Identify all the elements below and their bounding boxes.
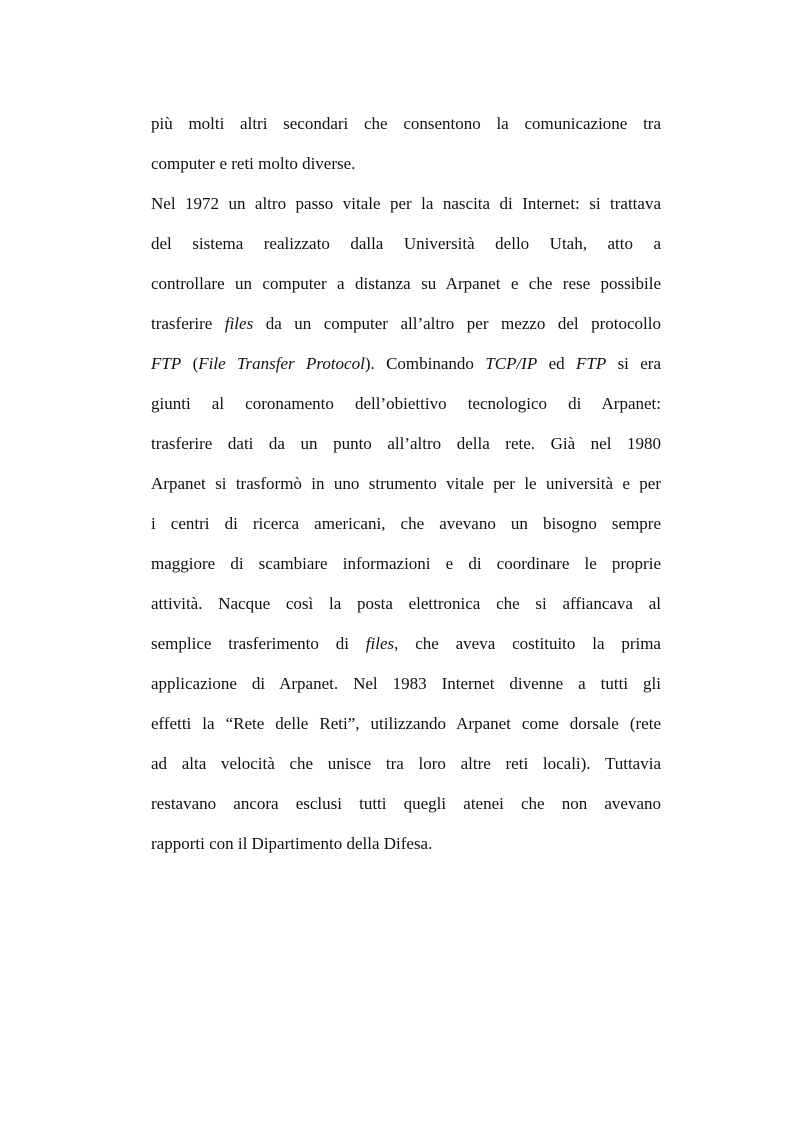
italic-term-file-transfer-protocol: File Transfer Protocol xyxy=(198,354,365,373)
text-run: ( xyxy=(181,354,199,373)
paragraph-2-line-3: controllare un computer a distanza su Arpanet e che rese possibile xyxy=(151,274,661,293)
text-run: semplice trasferimento di xyxy=(151,634,366,653)
paragraph-1-line-1: più molti altri secondari che consentono la comunicazione tra xyxy=(151,114,661,133)
text-run: ). Combinando xyxy=(364,354,486,373)
paragraph-2-line-6: giunti al coronamento dell’obiettivo tecnologico di Arpanet: xyxy=(151,394,661,413)
text-run: trasferire xyxy=(151,314,225,333)
paragraph-2-line-10: maggiore di scambiare informazioni e di coordinare le proprie xyxy=(151,554,661,573)
paragraph-2-line-7: trasferire dati da un punto all’altro della rete. Già nel 1980 xyxy=(151,434,661,453)
paragraph-2-line-13: applicazione di Arpanet. Nel 1983 Internet divenne a tutti gli xyxy=(151,674,661,693)
italic-term-tcpip: TCP/IP xyxy=(485,354,538,373)
italic-term-files: files xyxy=(365,634,395,653)
paragraph-2-line-14: effetti la “Rete delle Reti”, utilizzando Arpanet come dorsale (rete xyxy=(151,714,661,733)
paragraph-1-line-2: computer e reti molto diverse. xyxy=(151,154,356,173)
text-run: si era xyxy=(606,354,662,373)
paragraph-2-line-8: Arpanet si trasformò in uno strumento vitale per le università e per xyxy=(151,474,661,493)
paragraph-2-line-16: restavano ancora esclusi tutti quegli atenei che non avevano xyxy=(151,794,661,813)
paragraph-2-line-2: del sistema realizzato dalla Università dello Utah, atto a xyxy=(151,234,661,253)
paragraph-2-line-5 xyxy=(151,344,661,384)
body-text xyxy=(151,104,661,864)
paragraph-2-line-4 xyxy=(151,304,661,344)
italic-term-ftp: FTP xyxy=(151,354,182,373)
paragraph-2-line-15: ad alta velocità che unisce tra loro altre reti locali). Tuttavia xyxy=(151,754,661,773)
paragraph-2-line-12 xyxy=(151,624,661,664)
paragraph-2-line-9: i centri di ricerca americani, che avevano un bisogno sempre xyxy=(151,514,661,533)
paragraph-2-line-11: attività. Nacque così la posta elettronica che si affiancava al xyxy=(151,594,661,613)
paragraph-2-line-17: rapporti con il Dipartimento della Difesa. xyxy=(151,834,433,853)
text-run: da un computer all’altro per mezzo del protocollo xyxy=(253,314,662,333)
italic-term-files: files xyxy=(224,314,254,333)
paragraph-2-line-1: Nel 1972 un altro passo vitale per la nascita di Internet: si trattava xyxy=(151,194,661,213)
text-run: ed xyxy=(537,354,576,373)
text-run: , che aveva costituito la prima xyxy=(394,634,661,653)
italic-term-ftp: FTP xyxy=(575,354,607,373)
